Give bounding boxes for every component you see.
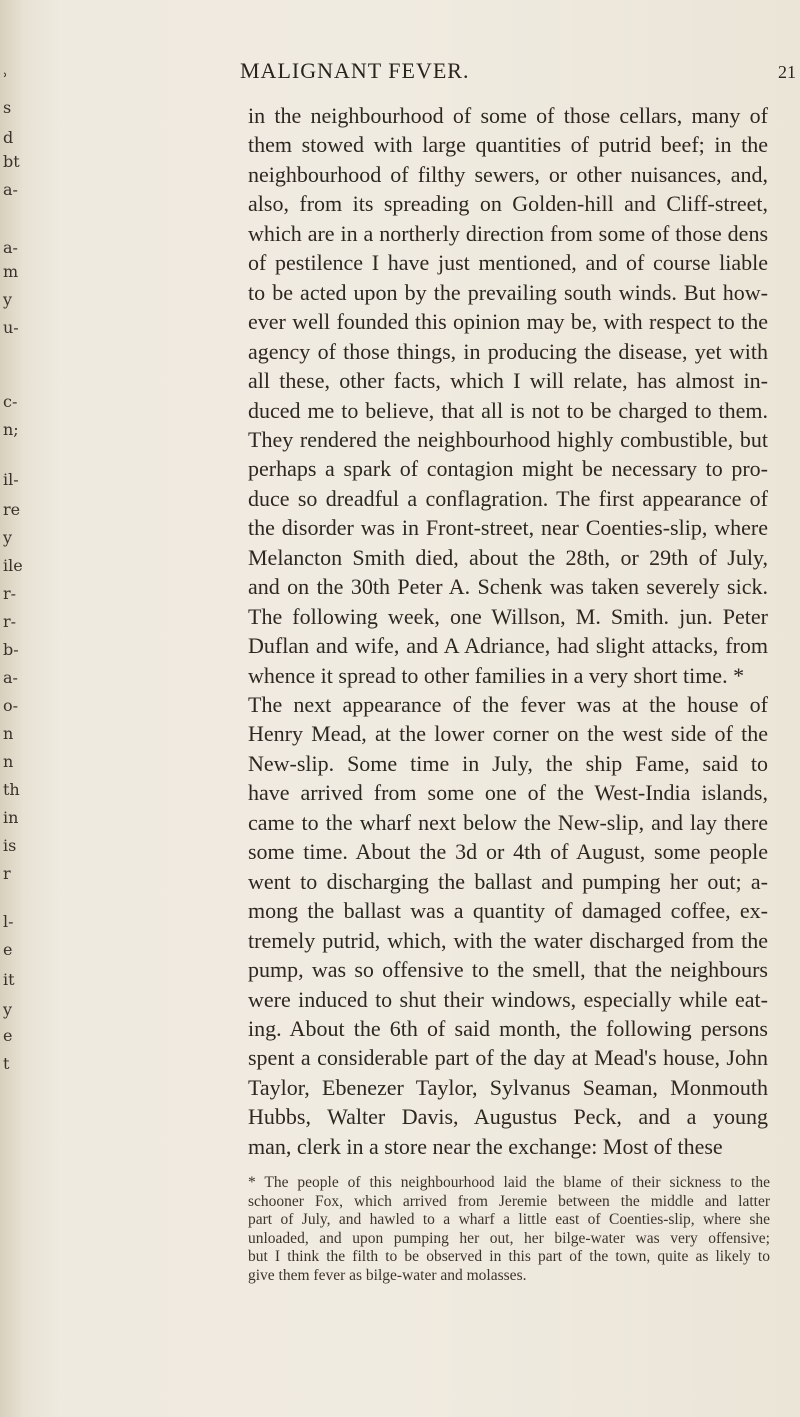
margin-fragment: il- (3, 470, 19, 489)
margin-fragment: n (3, 724, 14, 743)
footnote-line: give them fever as bilge-water and molasses. (248, 1267, 527, 1284)
text-line: Henry Mead, at the lower corner on the west side of the (248, 721, 768, 747)
margin-fragment: bt (3, 152, 20, 171)
text-line: spent a considerable part of the day at Mead's house, John (248, 1045, 768, 1071)
text-line: and on the 30th Peter A. Schenk was taken severely sick. (248, 574, 768, 600)
margin-fragment: n; (3, 420, 19, 439)
margin-fragment: ʾ (3, 70, 8, 89)
text-line: all these, other facts, which I will relate, has almost in- (248, 368, 768, 394)
margin-fragment: a- (3, 668, 18, 687)
text-line: which are in a northerly direction from some of those dens (248, 220, 768, 246)
footnote-line: part of July, and hawled to a wharf a little east of Coenties-slip, where she (248, 1211, 770, 1229)
text-line: tremely putrid, which, with the water discharged from the (248, 927, 768, 953)
text-line: Melancton Smith died, about the 28th, or 29th of July, (248, 544, 768, 570)
margin-fragment: d (3, 128, 14, 147)
margin-fragment: it (3, 970, 15, 989)
text-line: also, from its spreading on Golden-hill and Cliff-street, (248, 191, 768, 217)
text-line: mong the ballast was a quantity of damaged coffee, ex- (248, 898, 768, 924)
text-line: went to discharging the ballast and pumping her out; a- (248, 868, 768, 894)
margin-fragment: in (3, 808, 19, 827)
footnote-line: schooner Fox, which arrived from Jeremie between the middle and latter (248, 1192, 770, 1210)
text-line: pump, was so offensive to the smell, that the neighbours (248, 957, 768, 983)
margin-fragment: a- (3, 238, 18, 257)
text-line: have arrived from some one of the West-India islands, (248, 780, 768, 806)
page-number: 21 (778, 62, 796, 82)
running-title: MALIGNANT FEVER. (240, 58, 470, 83)
margin-fragment: e (3, 1026, 13, 1045)
text-line: ing. About the 6th of said month, the following persons (248, 1015, 768, 1041)
text-line: the disorder was in Front-street, near Coenties-slip, where (248, 515, 768, 541)
text-line: ever well founded this opinion may be, with respect to the (248, 309, 768, 335)
margin-fragment: l- (3, 912, 14, 931)
margin-fragment: n (3, 752, 14, 771)
margin-fragment: a- (3, 180, 18, 199)
text-line: agency of those things, in producing the disease, yet with (248, 338, 768, 364)
margin-fragment: m (3, 262, 19, 281)
margin-fragment: y (3, 290, 13, 309)
footnote-line: unloaded, and upon pumping her out, her bilge-water was very offensive; (248, 1229, 770, 1247)
text-line: them stowed with large quantities of putrid beef; in the (248, 132, 768, 158)
text-line: Hubbs, Walter Davis, Augustus Peck, and a young (248, 1104, 768, 1130)
footnote-line: * The people of this neighbourhood laid the blame of their sickness to the (248, 1174, 770, 1191)
text-line: duced me to believe, that all is not to be charged to them. (248, 397, 768, 423)
margin-fragment: s (3, 98, 12, 117)
text-line: of pestilence I have just mentioned, and of course liable (248, 250, 768, 276)
margin-fragment: e (3, 940, 13, 959)
margin-fragment: o- (3, 696, 19, 715)
text-line: were induced to shut their windows, especially while eat- (248, 986, 768, 1012)
margin-fragment: y (3, 1000, 13, 1019)
margin-fragment: ile (3, 556, 23, 575)
text-line: to be acted upon by the prevailing south winds. But how- (248, 279, 768, 305)
text-line: duce so dreadful a conflagration. The first appearance of (248, 485, 768, 511)
text-line: Duflan and wife, and A Adriance, had slight attacks, from (248, 633, 768, 659)
text-line: perhaps a spark of contagion might be necessary to pro- (248, 456, 768, 482)
margin-fragment: y (3, 528, 13, 547)
margin-fragment: th (3, 780, 20, 799)
margin-fragment: b- (3, 640, 19, 659)
text-line: some time. About the 3d or 4th of August, some people (248, 839, 768, 865)
margin-fragment: u- (3, 318, 19, 337)
text-line: Taylor, Ebenezer Taylor, Sylvanus Seaman, Monmouth (248, 1074, 768, 1100)
margin-fragment: is (3, 836, 17, 855)
text-line: The next appearance of the fever was at the house of (248, 692, 768, 717)
margin-fragment: c- (3, 392, 18, 411)
margin-fragment: re (3, 500, 21, 519)
footnote-line: but I think the filth to be observed in this part of the town, quite as likely to (248, 1248, 770, 1266)
margin-fragment: t (3, 1054, 10, 1073)
margin-fragment: r- (3, 612, 17, 631)
text-line: They rendered the neighbourhood highly combustible, but (248, 426, 768, 452)
text-line: came to the wharf next below the New-slip, and lay there (248, 809, 768, 835)
text-line: The following week, one Willson, M. Smith. jun. Peter (248, 603, 768, 629)
text-line: New-slip. Some time in July, the ship Fame, said to (248, 750, 768, 776)
text-line: neighbourhood of filthy sewers, or other nuisances, and, (248, 161, 768, 187)
text-line: whence it spread to other families in a very short time. * (248, 662, 745, 688)
text-line: in the neighbourhood of some of those cellars, many of (248, 103, 768, 128)
margin-fragment: r- (3, 584, 17, 603)
text-line: man, clerk in a store near the exchange: Most of these (248, 1133, 723, 1159)
margin-fragment: r (3, 864, 11, 883)
